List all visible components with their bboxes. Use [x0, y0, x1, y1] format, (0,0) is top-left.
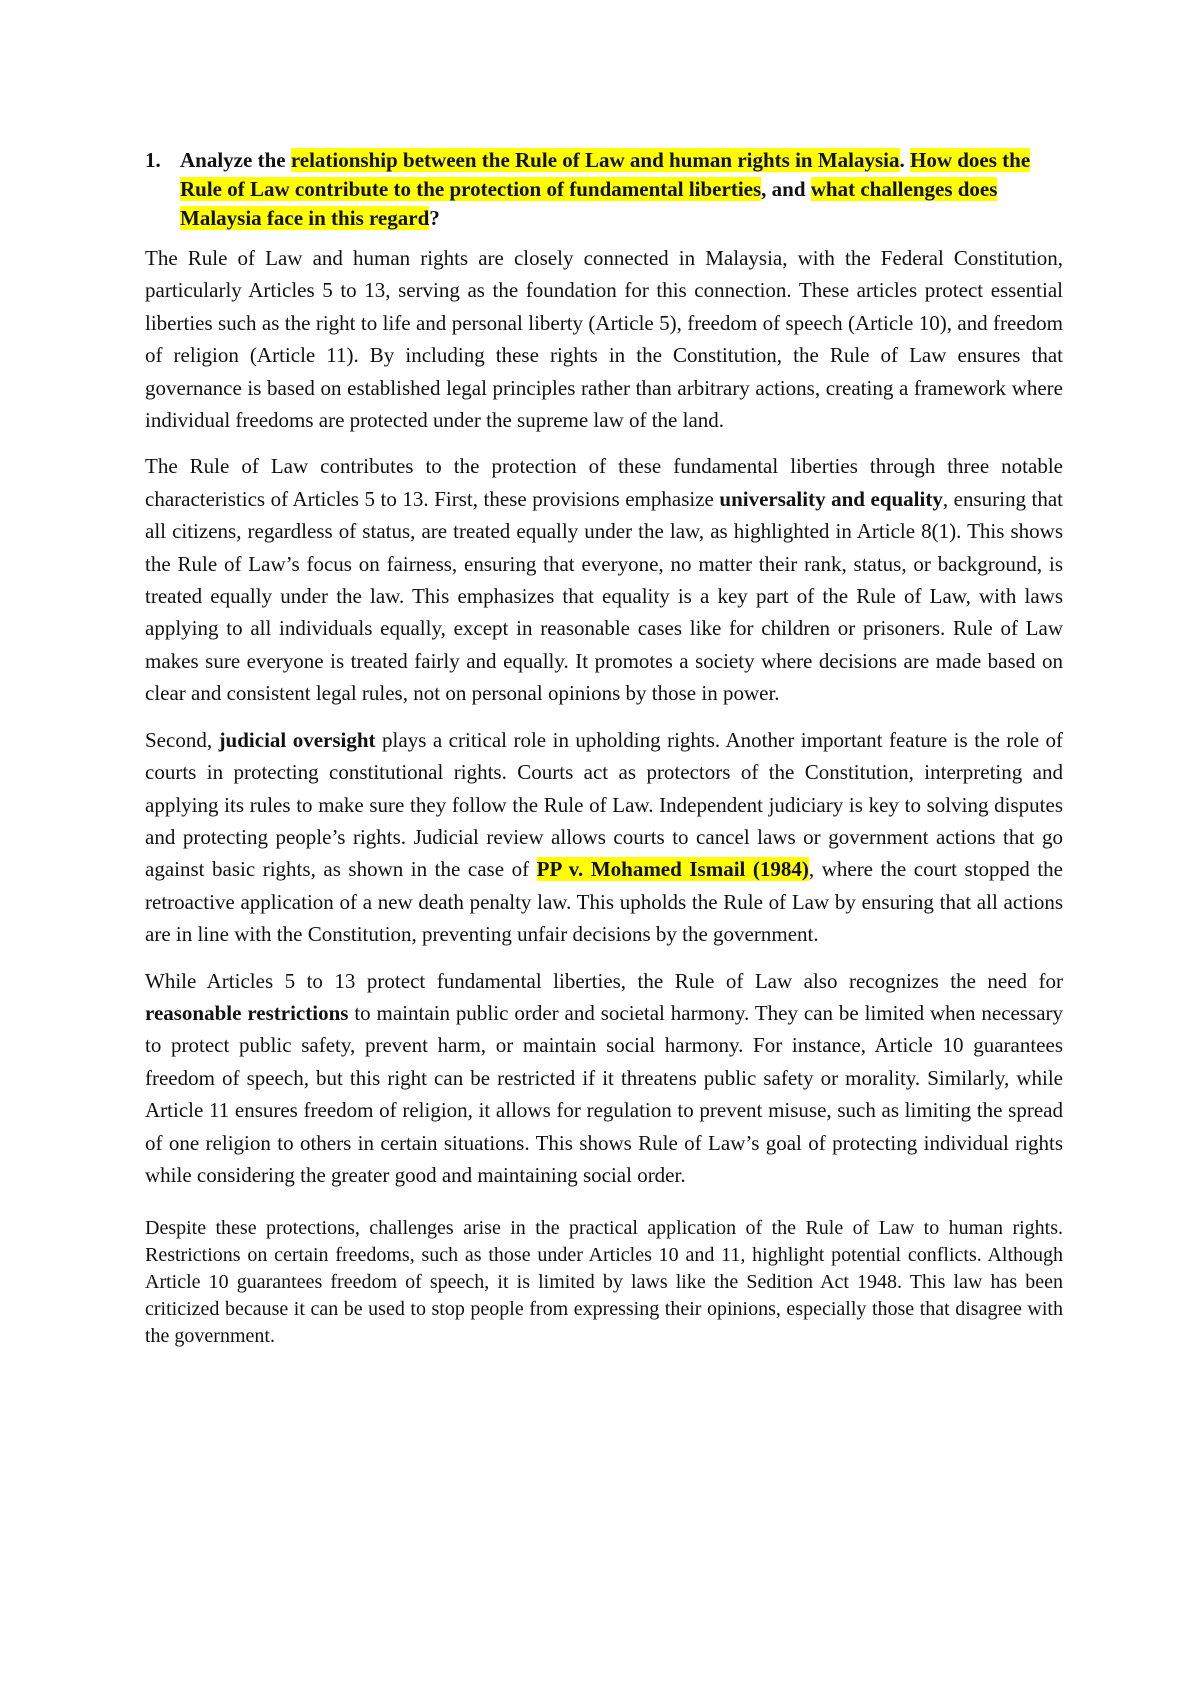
question-highlight-relationship: relationship between the Rule of Law and human rights in Malaysia [290, 148, 900, 172]
paragraph-judicial-lead: Second, [145, 727, 219, 752]
paragraph-judicial-oversight [145, 724, 1063, 951]
term-reasonable-restrictions: reasonable restrictions [145, 1000, 349, 1025]
question-text-sep1: . [899, 148, 910, 172]
question-text-sep2: , and [761, 177, 811, 201]
question-highlight-contribution: How does the Rule of Law contribute to the protection of fundamental liberties [180, 148, 1031, 201]
paragraph-universality-rest: , ensuring that all citizens, regardless of status, are treated equally under the law, as highlighted in Article 8(1). This shows the Rule of Law’s focus on fairness, ensuring that everyone, no matter their rank, status, or background, is treated equally under the law. This emphasizes that equality is a key part of the Rule of Law, with laws applying to all individuals equally, except in reasonable cases like for children or prisoners. Rule of Law makes sure everyone is treated fairly and equally. It promotes a society where decisions are made based on clear and consistent legal rules, not on personal opinions by those in power. [145, 486, 1063, 706]
case-citation-highlight: PP v. Mohamed Ismail (1984) [536, 857, 809, 882]
term-universality-equality: universality and equality [719, 486, 943, 511]
paragraph-restrictions [145, 965, 1063, 1192]
paragraph-restrictions-rest: to maintain public order and societal harmony. They can be limited when necessary to protect public safety, prevent harm, or maintain social harmony. For instance, Article 10 guarantees freedom of speech, but this right can be restricted if it threatens public safety or morality. Similarly, while Article 11 ensures freedom of religion, it allows for regulation to prevent misuse, such as limiting the spread of one religion to others in certain situations. This shows Rule of Law’s goal of protecting individual rights while considering the greater good and maintaining social order. [145, 1000, 1064, 1187]
paragraph-judicial-body: plays a critical role in upholding rights. Another important feature is the role of courts in protecting constitutional rights. Courts act as protectors of the Constitution, interpreting and applying its rules to make sure they follow the Rule of Law. Independent judiciary is key to solving disputes and protecting people’s rights. Judicial review allows courts to cancel laws or government actions that go against basic rights, as shown in the case of [145, 727, 1063, 882]
question-text-end: ? [429, 206, 440, 230]
paragraph-judicial-rest: , where the court stopped the retroactive application of a new death penalty law. This upholds the Rule of Law by ensuring that all actions are in line with the Constitution, preventing unfair decisions by the government. [145, 857, 1063, 947]
question-text-lead: Analyze the [180, 148, 291, 172]
question-number: 1. [145, 148, 161, 172]
paragraph-intro: The Rule of Law and human rights are closely connected in Malaysia, with the Federal Constitution, particularly Articles 5 to 13, serving as the foundation for this connection. These articles protect essential liberties such as the right to life and personal liberty (Article 5), freedom of speech (Article 10), and freedom of religion (Article 11). By including these rights in the Constitution, the Rule of Law ensures that governance is based on established legal principles rather than arbitrary actions, creating a framework where individual freedoms are protected under the supreme law of the land. [145, 246, 1063, 433]
question-highlight-challenges: what challenges does Malaysia face in this regard [180, 177, 998, 230]
term-judicial-oversight: judicial oversight [218, 727, 376, 752]
paragraph-challenges: Despite these protections, challenges arise in the practical application of the Rule of Law to human rights. Restrictions on certain freedoms, such as those under Articles 10 and 11, highlight potential conflicts. Although Article 10 guarantees freedom of speech, it is limited by laws like the Sedition Act 1948. This law has been criticized because it can be used to stop people from expressing their opinions, especially those that disagree with the government. [145, 1217, 1063, 1348]
paragraph-restrictions-lead: While Articles 5 to 13 protect fundamental liberties, the Rule of Law also recognizes the need for [145, 968, 1063, 993]
paragraph-universality [145, 450, 1063, 709]
question-heading [145, 146, 1063, 233]
paragraph-universality-lead: The Rule of Law contributes to the protection of these fundamental liberties through three notable characteristics of Articles 5 to 13. First, these provisions emphasize [145, 454, 1063, 511]
